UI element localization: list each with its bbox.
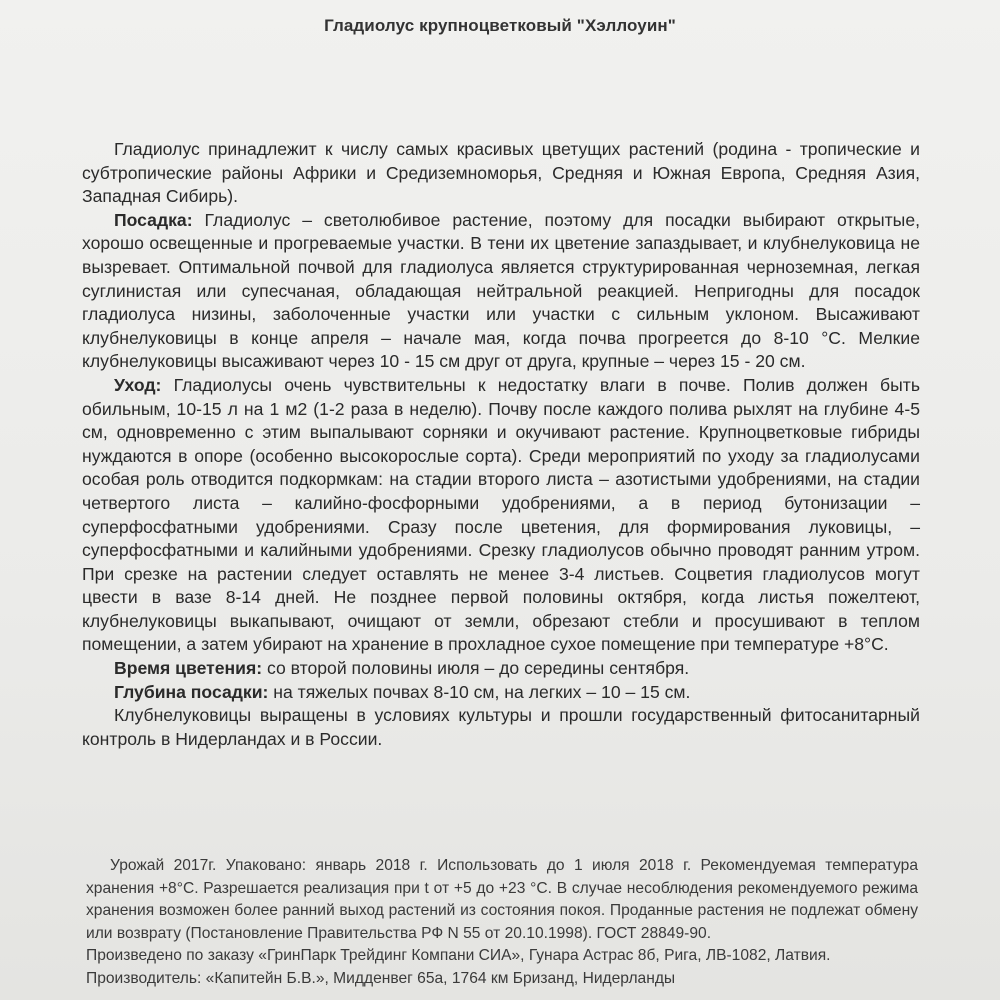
cert-paragraph: Клубнелуковицы выращены в условиях культуры и прошли государственный фитосанитарный контроль в Нидерландах и в России. — [82, 705, 920, 749]
fine-print — [86, 855, 918, 991]
storage-info: Урожай 2017г. Упаковано: январь 2018 г. Использовать до 1 июля 2018 г. Рекомендуемая температура хранения +8°С. Разрешается реализация при t от +5 до +23 °С. В случае несоблюдения рекомендуемого режима хранения возможен более ранний выход растений из состояния покоя. Проданные растения не подлежат обмену или возврату (Постановление Правительства РФ N 55 от 20.10.1998). ГОСТ 28849-90. — [86, 857, 918, 942]
care-paragraph — [82, 374, 920, 657]
care-text: Гладиолусы очень чувствительны к недостатку влаги в почве. Полив должен быть обильным, 10-15 л на 1 м2 (1-2 раза в неделю). Почву после каждого полива рыхлят на глубине 4-5 см, одновременно с этим выпалывают сорняки и окучивают растение. Крупноцветковые гибриды нуждаются в опоре (особенно высокорослые сорта). Среди мероприятий по уходу за гладиолусами особая роль отводится подкормкам: на стадии второго листа – азотистыми удобрениями, на стадии четвертого листа – калийно-фосфорными удобрениями, а в период бутонизации – суперфосфатными удобрениями. Сразу после цветения, для формирования луковицы, – суперфосфатными и калийными удобрениями. Срезку гладиолусов обычно проводят ранним утром. При срезке на растении следует оставлять не менее 3-4 листьев. Соцветия гладиолусов могут цвести в вазе 8-14 дней. Не позднее первой половины октября, когда листья пожелтеют, клубнелуковицы выкапывают, очищают от земли, обрезают стебли и просушивают в теплом помещении, а затем убирают на хранение в прохладное сухое помещение при температуре +8°С. — [82, 374, 920, 655]
planting-label: Посадка: — [114, 209, 193, 230]
depth-paragraph — [82, 681, 920, 705]
bloom-label: Время цветения: — [114, 658, 263, 679]
planting-text: Гладиолус – светолюбивое растение, поэтому для посадки выбирают открытые, хорошо освещенные и прогреваемые участки. В тени их цветение запаздывает, и клубнелуковица не вызревает. Оптимальной почвой для гладиолуса является структурированная черноземная, легкая суглинистая или супесчаная, обладающая нейтральной реакцией. Непригодны для посадок гладиолуса низины, заболоченные участки или участки с сильным уклоном. Высаживают клубнелуковицы в конце апреля – начале мая, когда почва прогреется до 8-10 °С. Мелкие клубнелуковицы высаживают через 10 - 15 см друг от друга, крупные – через 15 - 20 см. — [82, 209, 920, 372]
planting-paragraph — [82, 209, 920, 374]
producer: Производитель: «Капитейн Б.В.», Мидденвег 65а, 1764 км Бризанд, Нидерланды — [86, 969, 676, 987]
bloom-text: со второй половины июля – до середины сентября. — [262, 658, 690, 679]
bloom-paragraph — [82, 657, 920, 681]
depth-text: на тяжелых почвах 8-10 см, на легких – 10 – 15 см. — [268, 681, 691, 702]
care-label: Уход: — [114, 374, 162, 395]
depth-label: Глубина посадки: — [114, 681, 269, 702]
page-title: Гладиолус крупноцветковый "Хэллоуин" — [324, 16, 676, 35]
producer-order: Произведено по заказу «ГринПарк Трейдинг Компани СИА», Гунара Астрас 8б, Рига, ЛВ-1082, Латвия. — [86, 947, 831, 965]
intro-paragraph: Гладиолус принадлежит к числу самых красивых цветущих растений (родина - тропические и субтропические районы Африки и Средиземноморья, Средняя и Южная Европа, Средняя Азия, Западная Сибирь). — [82, 139, 920, 207]
main-text — [82, 138, 920, 751]
